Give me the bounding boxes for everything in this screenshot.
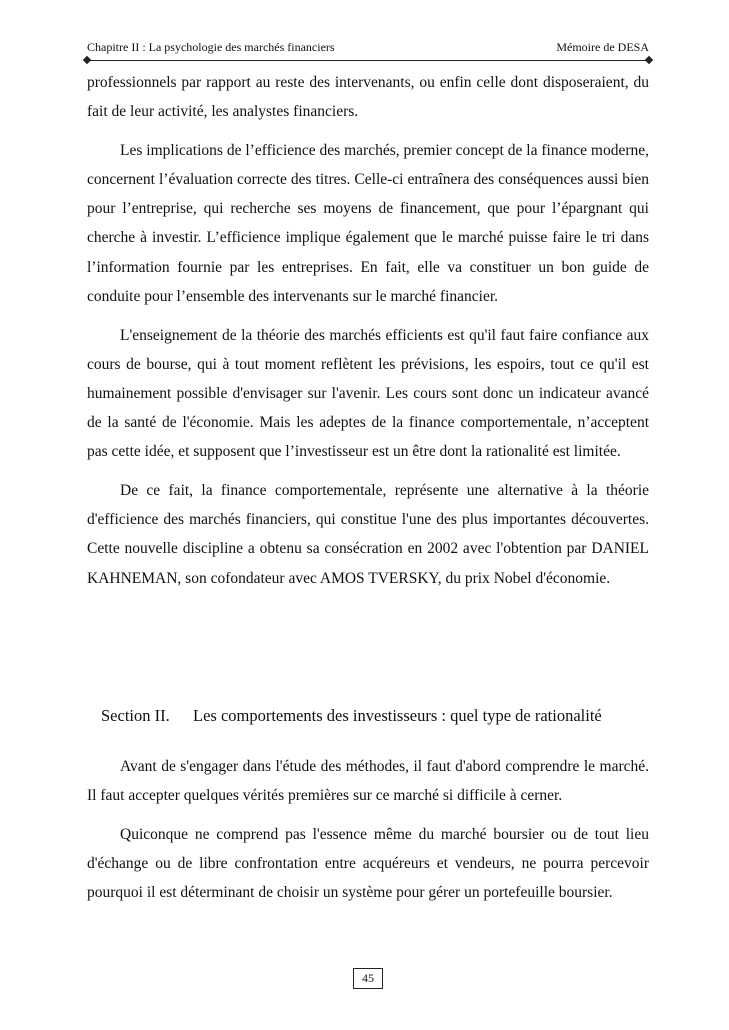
section-heading <box>101 706 649 726</box>
paragraph: Avant de s'engager dans l'étude des méthodes, il faut d'abord comprendre le marché. Il faut accepter quelques vérités premières sur ce marché si difficile à cerner. <box>87 758 649 805</box>
page-number: 45 <box>353 968 383 989</box>
section-body-text <box>87 752 649 917</box>
header-rule <box>87 60 649 61</box>
header-document-type: Mémoire de DESA <box>556 40 649 54</box>
paragraph: De ce fait, la finance comportementale, représente une alternative à la théorie d'efficience des marchés financiers, qui constitue l'une des plus importantes découvertes. Cette nouvelle discipline a obtenu sa consécration en 2002 avec l'obtention par DANIEL KAHNEMAN, son cofondateur avec AMOS TVERSKY, du prix Nobel d'économie. <box>87 482 649 587</box>
header-chapter-title: Chapitre II : La psychologie des marchés financiers <box>87 40 335 54</box>
section-title: Les comportements des investisseurs : quel type de rationalité <box>193 706 602 725</box>
paragraph: Quiconque ne comprend pas l'essence même du marché boursier ou de tout lieu d'échange ou de libre confrontation entre acquéreurs et vendeurs, ne pourra percevoir pourquoi il est déterminant de choisir un système pour gérer un portefeuille boursier. <box>87 826 649 902</box>
header-rule-left-diamond-icon <box>83 56 91 64</box>
section-number: Section II. <box>101 706 170 725</box>
header-rule-right-diamond-icon <box>645 56 653 64</box>
page-header <box>87 40 649 55</box>
paragraph: Les implications de l’efficience des marchés, premier concept de la finance moderne, concernent l’évaluation correcte des titres. Celle-ci entraînera des conséquences aussi bien pour l’entreprise, qui recherche ses moyens de financement, que pour l’épargnant qui cherche à investir. L’efficience implique également que le marché puisse faire le tri dans l’information fournie par les entreprises. En fait, elle va constituer un bon guide de conduite pour l’ensemble des intervenants sur le marché financier. <box>87 142 649 305</box>
paragraph: L'enseignement de la théorie des marchés efficients est qu'il faut faire confiance aux cours de bourse, qui à tout moment reflètent les prévisions, les espoirs, tout ce qu'il est humainement possible d'envisager sur l'avenir. Les cours sont donc un indicateur avancé de la santé de l'économie. Mais les adeptes de la finance comportementale, n’acceptent pas cette idée, et supposent que l’investisseur est un être dont la rationalité est limitée. <box>87 326 649 461</box>
body-text <box>87 68 649 603</box>
paragraph: professionnels par rapport au reste des intervenants, ou enfin celle dont disposeraient, du fait de leur activité, les analystes financiers. <box>87 74 649 121</box>
